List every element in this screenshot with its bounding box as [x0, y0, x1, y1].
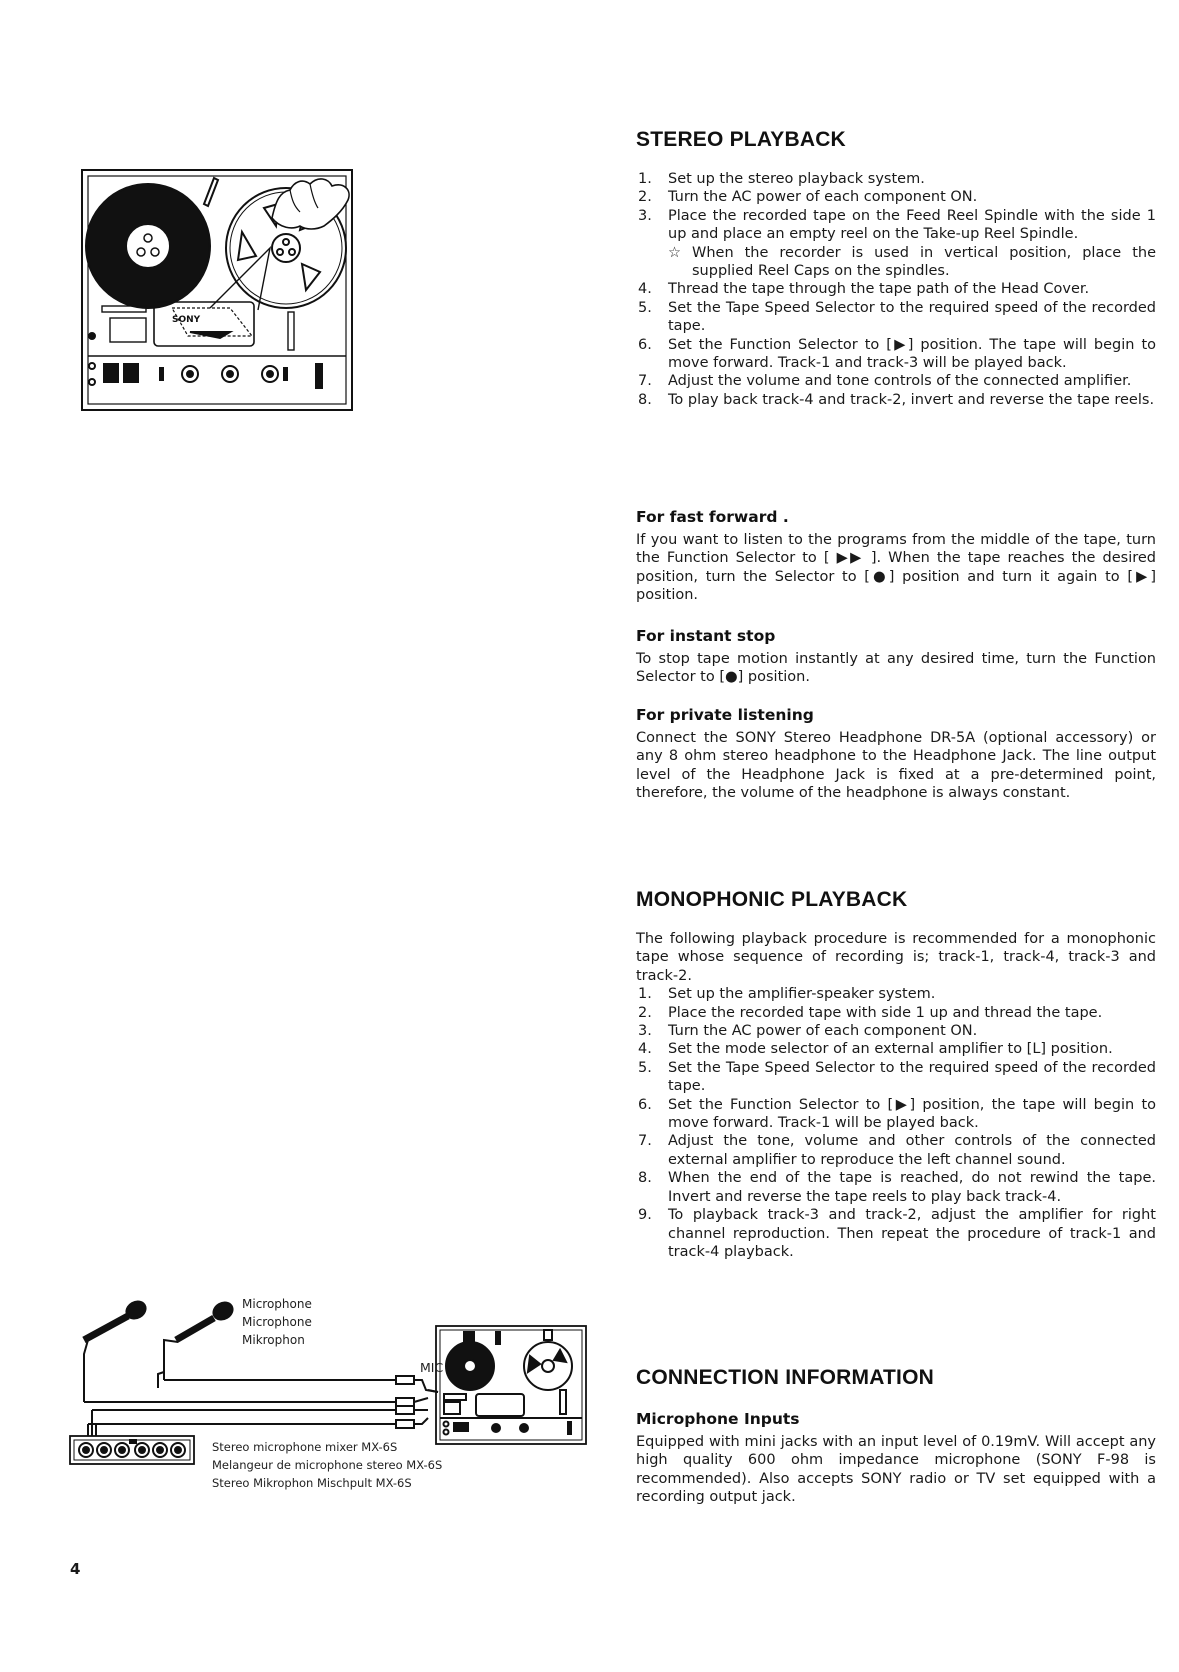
fast-forward-block — [636, 508, 1156, 605]
mono-step — [636, 985, 1156, 1003]
mono-step — [636, 1096, 1156, 1133]
instant-stop-heading: For instant stop — [636, 627, 776, 645]
mono-step — [636, 1004, 1156, 1022]
step-number: 5. — [638, 1059, 652, 1076]
microphone-icon — [84, 1298, 149, 1380]
step-text: To play back track-4 and track-2, invert and reverse the tape reels. — [668, 391, 1155, 408]
step-text: Adjust the tone, volume and other controls of the connected external amplifier to reproduce the left channel sound. — [668, 1133, 1156, 1168]
mic-jack-label: MIC — [420, 1360, 444, 1375]
fast-forward-text: If you want to listen to the programs from the middle of the tape, turn the Function Selector to [ ▶▶ ]. When the tape reaches the desired position, turn the Selector to [●] position and turn it again to [▶] position. — [636, 532, 1156, 604]
step-text: Adjust the volume and tone controls of the connected amplifier. — [668, 373, 1132, 390]
stereo-steps-list — [636, 170, 1156, 409]
step-text: Set up the amplifier-speaker system. — [668, 986, 936, 1003]
instant-stop-block — [636, 627, 1156, 687]
step-text: Place the recorded tape on the Feed Reel Spindle with the side 1 up and place an empty reel on the Take-up Reel Spindle. — [668, 207, 1156, 243]
private-listening-heading: For private listening — [636, 706, 814, 724]
mic-inputs-block — [636, 1410, 1156, 1507]
connection-section — [636, 1366, 1156, 1390]
step-text: Thread the tape through the tape path of the Head Cover. — [668, 281, 1090, 298]
step-note-text: When the recorder is used in vertical position, place the supplied Reel Caps on the spindles. — [692, 244, 1156, 280]
step-number: 6. — [638, 336, 652, 353]
stereo-step — [636, 170, 1156, 188]
microphone-connection-diagram — [66, 1280, 606, 1510]
mixer-caption-de: Stereo Mikrophon Mischpult MX-6S — [212, 1476, 412, 1490]
section-title-stereo: STEREO PLAYBACK — [636, 128, 846, 151]
step-number: 3. — [638, 207, 652, 224]
mixer-caption-fr: Melangeur de microphone stereo MX-6S — [212, 1458, 443, 1472]
stereo-step — [636, 372, 1156, 390]
mic-label-en: Microphone — [242, 1297, 312, 1311]
mono-intro: The following playback procedure is recommended for a monophonic tape whose sequence of recording is; track-1, track-4, track-3 and track-2. — [636, 931, 1156, 984]
mono-step — [636, 1206, 1156, 1261]
step-number: 2. — [638, 1004, 652, 1021]
step-text: Set the Tape Speed Selector to the required speed of the recorded tape. — [668, 1059, 1156, 1095]
step-number: 7. — [638, 373, 652, 390]
step-text: Set the Function Selector to [▶] position. The tape will begin to move forward. Track-1 and track-3 will be played back. — [668, 336, 1156, 372]
mono-step — [636, 1132, 1156, 1169]
mixer-caption-en: Stereo microphone mixer MX-6S — [212, 1440, 398, 1454]
stereo-step — [636, 299, 1156, 336]
instant-stop-text: To stop tape motion instantly at any desired time, turn the Function Selector to [●] position. — [636, 651, 1156, 686]
step-number: 2. — [638, 189, 652, 206]
step-text: When the end of the tape is reached, do not rewind the tape. Invert and reverse the tape reels to play back track-4. — [668, 1170, 1156, 1205]
step-number: 8. — [638, 391, 652, 408]
stereo-step — [636, 336, 1156, 373]
mono-step — [636, 1022, 1156, 1040]
mono-step — [636, 1169, 1156, 1206]
step-text: To playback track-3 and track-2, adjust the amplifier for right channel reproduction. Then repeat the procedure of track-1 and track-4 playback. — [668, 1207, 1156, 1260]
step-text: Set the Tape Speed Selector to the required speed of the recorded tape. — [668, 299, 1156, 335]
mono-body — [636, 930, 1156, 1261]
mic-label-fr: Microphone — [242, 1315, 312, 1329]
step-text: Turn the AC power of each component ON. — [668, 1023, 978, 1040]
step-number: 1. — [638, 171, 652, 187]
step-number: 4. — [638, 1041, 652, 1058]
private-listening-block — [636, 706, 1156, 803]
stereo-step — [636, 280, 1156, 298]
star-icon: ☆ — [668, 244, 681, 261]
mono-playback-section — [636, 888, 1156, 912]
step-number: 4. — [638, 281, 652, 298]
step-text: Set up the stereo playback system. — [668, 171, 925, 187]
step-text: Turn the AC power of each component ON. — [668, 189, 978, 206]
step-number: 7. — [638, 1133, 652, 1150]
mono-step — [636, 1040, 1156, 1058]
fast-forward-heading: For fast forward . — [636, 508, 789, 526]
stereo-playback-section — [636, 128, 1156, 152]
mic-inputs-text: Equipped with mini jacks with an input level of 0.19mV. Will accept any high quality 600 ohm impedance microphone (SONY F-98 is recommended). Also accepts SONY radio or TV set equipped with a recording output jack. — [636, 1434, 1156, 1506]
private-listening-text: Connect the SONY Stereo Headphone DR-5A (optional accessory) or any 8 ohm stereo headphone to the Headphone Jack. The line output level of the Headphone Jack is fixed at a pre-determined point, therefore, the volume of the headphone is always constant. — [636, 730, 1156, 802]
step-number: 1. — [638, 986, 652, 1003]
mic-inputs-heading: Microphone Inputs — [636, 1410, 800, 1428]
step-text: Set the Function Selector to [▶] position, the tape will begin to move forward. Track-1 will be played back. — [668, 1096, 1156, 1132]
mono-step — [636, 1059, 1156, 1096]
stereo-step — [636, 188, 1156, 206]
page-number: 4 — [70, 1560, 81, 1578]
step-note — [668, 244, 1156, 281]
stereo-step — [636, 207, 1156, 281]
mic-label-de: Mikrophon — [242, 1333, 305, 1347]
section-title-connection: CONNECTION INFORMATION — [636, 1366, 934, 1389]
stereo-step — [636, 391, 1156, 409]
step-number: 5. — [638, 299, 652, 316]
step-number: 8. — [638, 1170, 652, 1187]
brand-label: SONY — [172, 315, 201, 325]
step-text: Place the recorded tape with side 1 up and thread the tape. — [668, 1004, 1103, 1021]
tape-deck-illustration — [80, 160, 362, 422]
section-title-mono: MONOPHONIC PLAYBACK — [636, 888, 908, 911]
step-text: Set the mode selector of an external amplifier to [L] position. — [668, 1041, 1113, 1058]
step-number: 9. — [638, 1207, 652, 1224]
step-number: 6. — [638, 1096, 652, 1113]
microphone-icon — [158, 1299, 236, 1388]
step-number: 3. — [638, 1023, 652, 1040]
